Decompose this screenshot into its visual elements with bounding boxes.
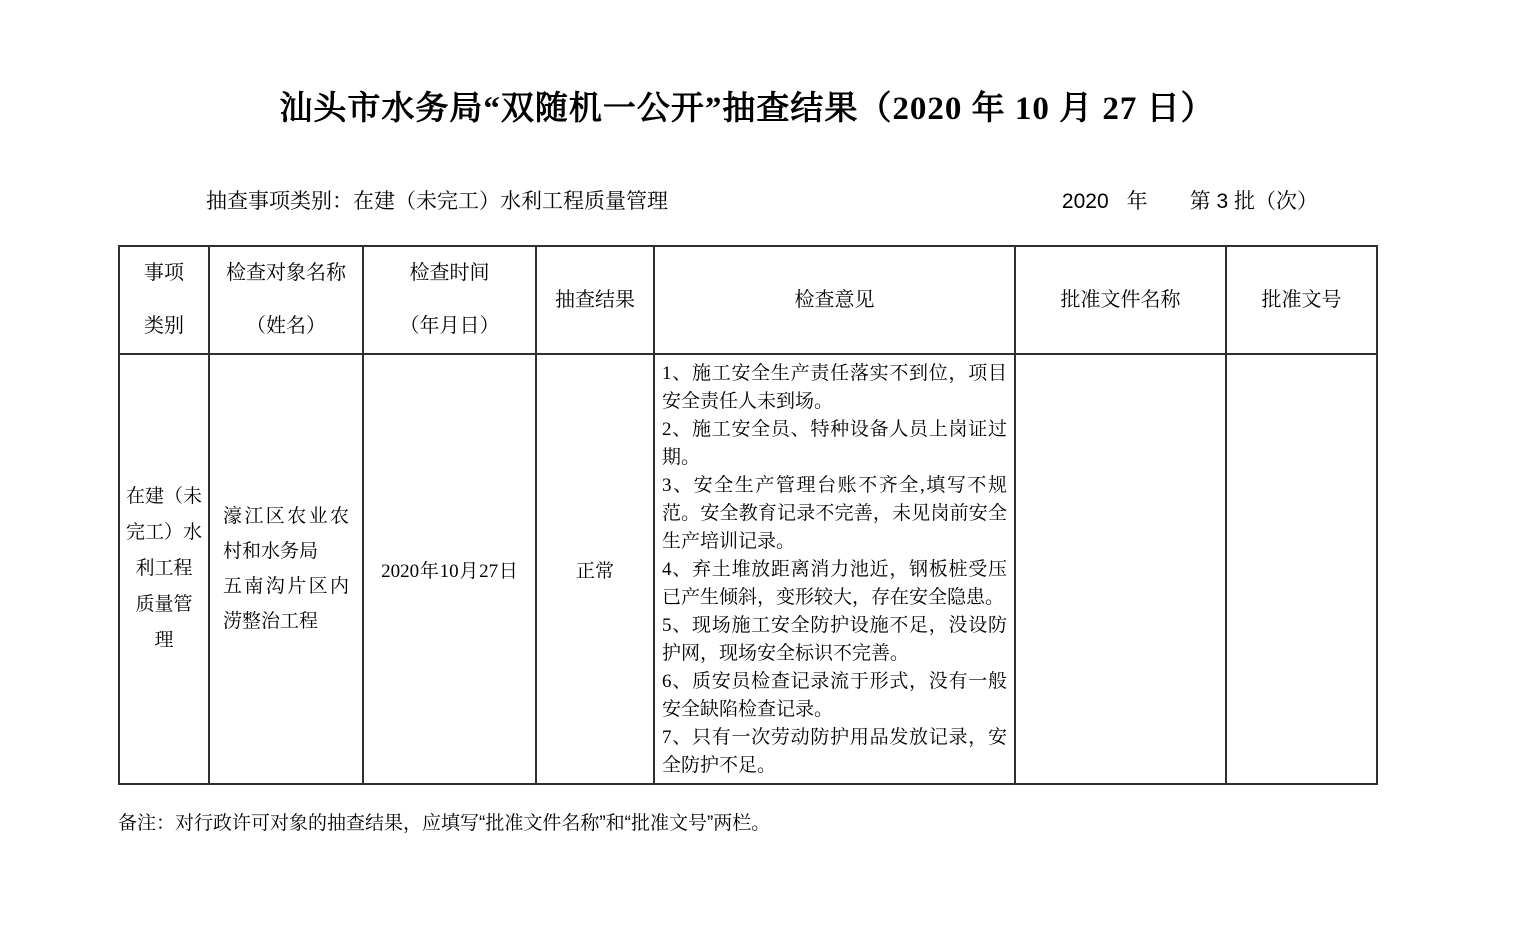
- batch-info: [1062, 188, 1376, 216]
- cell-spot-check-result: 正常: [536, 354, 654, 784]
- document-title: 汕头市水务局“双随机一公开”抽查结果（2020 年 10 月 27 日）: [279, 91, 1215, 127]
- column-header-approval-doc-number: 批准文号: [1226, 246, 1377, 354]
- header-row: [119, 246, 1377, 354]
- cell-inspected-name: 濠江区农业农村和水务局 五南沟片区内涝整治工程: [209, 354, 363, 784]
- cell-approval-doc-number: [1226, 354, 1377, 784]
- column-header-spot-check-result: 抽查结果: [536, 246, 654, 354]
- batch-year-label: 年: [1126, 190, 1148, 213]
- column-header-approval-doc-name: 批准文件名称: [1015, 246, 1226, 354]
- batch-year-value: 2020: [1061, 190, 1109, 213]
- column-header-item-category: 事项 类别: [119, 246, 209, 354]
- meta-row: [118, 188, 1376, 216]
- results-table: [118, 245, 1378, 785]
- cell-approval-doc-name: [1015, 354, 1226, 784]
- batch-number-label: 第 3 批（次）: [1189, 190, 1318, 213]
- cell-item-category: 在建（未 完工）水 利工程 质量管 理: [119, 354, 209, 784]
- column-header-inspection-date: 检查时间 （年月日）: [363, 246, 536, 354]
- spot-check-category-label: 抽查事项类别：在建（未完工）水利工程质量管理: [206, 190, 668, 213]
- column-header-inspection-opinions: 检查意见: [654, 246, 1015, 354]
- cell-inspection-opinions: 1、施工安全生产责任落实不到位，项目安全责任人未到场。 2、施工安全员、特种设备人员上岗证过期。 3、安全生产管理台账不齐全,填写不规范。安全教育记录不完善，未见岗前安全生产培训记录。 4、弃土堆放距离消力池近，钢板桩受压已产生倾斜，变形较大，存在安全隐患。 5、现场施工安全防护设施不足，没设防护网，现场安全标识不完善。 6、质安员检查记录流于形式，没有一般安全缺陷检查记录。 7、只有一次劳动防护用品发放记录，安全防护不足。: [654, 354, 1015, 784]
- document-page: [118, 88, 1376, 837]
- cell-inspection-date: 2020 年 10 月 27 日: [363, 354, 536, 784]
- table-row: [119, 354, 1377, 784]
- column-header-inspected-name: 检查对象名称 （姓名）: [209, 246, 363, 354]
- remark-note: 备注：对行政许可对象的抽查结果，应填写“批准文件名称”和“批准文号”两栏。: [118, 813, 771, 834]
